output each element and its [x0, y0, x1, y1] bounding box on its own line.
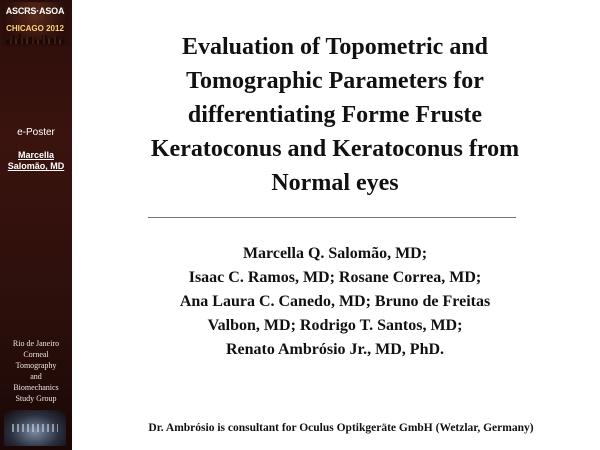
logo-city-text: CHICAGO 2012: [6, 24, 64, 33]
skyline-icon: [6, 34, 64, 44]
author-line: Marcella Q. Salomão, MD;: [242, 245, 428, 262]
author-link-line-2[interactable]: Salomão, MD: [7, 161, 65, 171]
author-line: Ana Laura C. Canedo, MD; Bruno de Freitas: [179, 293, 491, 310]
study-group-line: Biomechanics: [13, 383, 59, 392]
study-group-line: Corneal: [23, 350, 49, 359]
slide-title: [100, 30, 570, 200]
logo-org-text: ASCRS·ASOA: [5, 6, 65, 16]
title-line: Normal eyes: [271, 170, 399, 196]
disclosure-note: Dr. Ambrósio is consultant for Oculus Optikgeräte GmbH (Wetzlar, Germany): [148, 422, 534, 434]
eposter-label: e-Poster: [17, 127, 55, 138]
title-line: Evaluation of Topometric and: [181, 34, 489, 60]
ascrs-asoa-logo: [2, 2, 68, 46]
study-group-line: Study Group: [15, 394, 57, 403]
study-group-label: [0, 338, 72, 404]
author-list: [110, 242, 560, 362]
author-line: Isaac C. Ramos, MD; Rosane Correa, MD;: [188, 269, 482, 286]
title-line: Keratoconus and Keratoconus from: [150, 136, 520, 162]
author-line: Renato Ambrósio Jr., MD, PhD.: [225, 341, 445, 358]
title-divider: [148, 217, 516, 218]
sidebar: [0, 0, 72, 450]
title-line: Tomographic Parameters for: [186, 68, 484, 94]
author-link[interactable]: [0, 150, 72, 172]
study-group-line: Rio de Janeiro: [12, 339, 60, 348]
study-group-line: Tomography: [15, 361, 57, 370]
study-group-line: and: [30, 372, 42, 381]
title-line: differentiating Forme Fruste: [187, 102, 483, 128]
author-link-line-1[interactable]: Marcella: [17, 150, 55, 160]
study-group-logo-icon: [4, 410, 66, 446]
author-line: Valbon, MD; Rodrigo T. Santos, MD;: [207, 317, 463, 334]
